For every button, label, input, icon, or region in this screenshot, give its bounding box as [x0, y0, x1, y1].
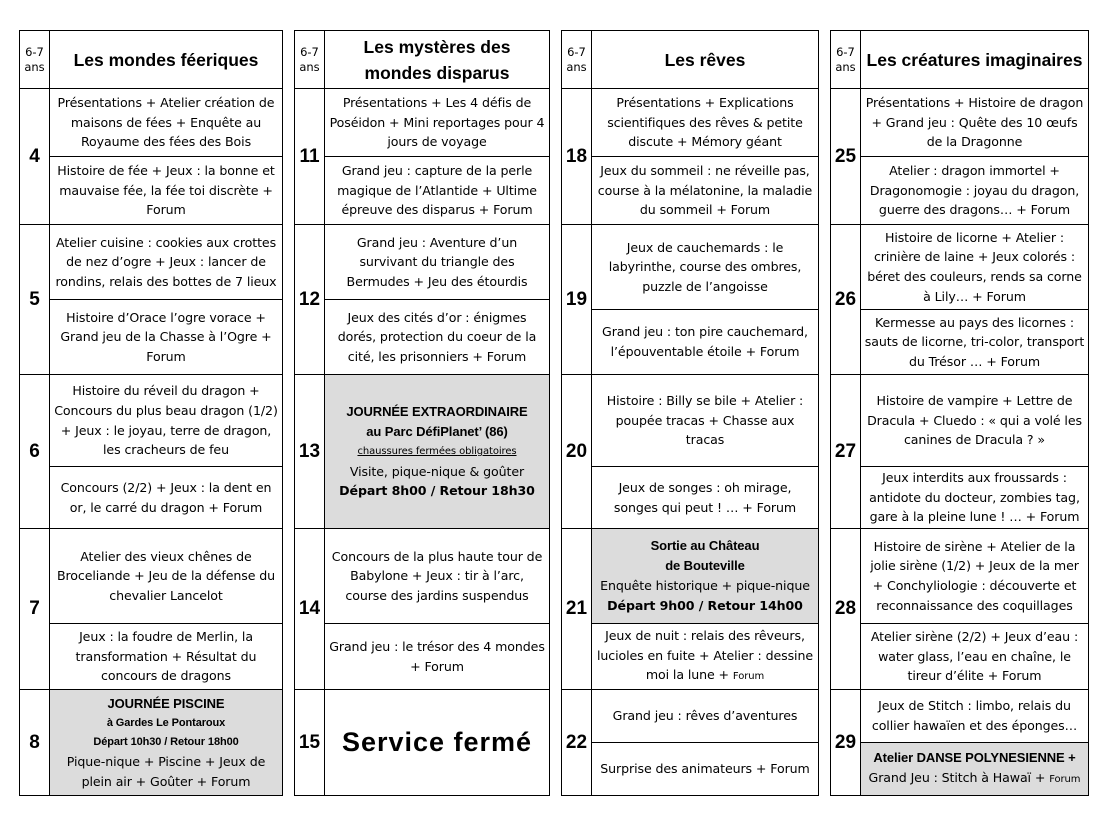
week-table-2 — [294, 30, 550, 796]
activity-cell: Surprise des animateurs + Forum — [592, 743, 819, 796]
day-number: 22 — [562, 690, 592, 796]
pool-day-times: Départ 10h30 / Retour 18h00 — [93, 735, 239, 748]
activity-cell: Histoire de fée + Jeux : la bonne et mauvaise fée, la fée toi discrète + Forum — [50, 157, 283, 225]
activity-cell: Atelier cuisine : cookies aux crottes de nez d’ogre + Jeux : lancer de rondins, relais des bottes de 7 lieux — [50, 225, 283, 300]
activity-cell: Jeux : la foudre de Merlin, la transformation + Résultat du concours de dragons — [50, 624, 283, 690]
activity-cell: Jeux des cités d’or : énigmes dorés, protection du coeur de la cité, les prisonniers + Forum — [325, 300, 550, 375]
forum-small: Forum — [1049, 774, 1081, 786]
dance-workshop-text: Grand Jeu : Stitch à Hawaï + — [868, 770, 1046, 786]
activity-cell: Histoire d’Orace l’ogre vorace + Grand jeu de la Chasse à l’Ogre + Forum — [50, 300, 283, 375]
activity-cell: Jeux de cauchemards : le labyrinthe, course des ombres, puzzle de l’angoisse — [592, 225, 819, 310]
special-day-title: JOURNÉE EXTRAORDINAIRE — [346, 404, 528, 420]
forum-small: Forum — [732, 671, 765, 683]
castle-outing-text: Enquête historique + pique-nique — [600, 578, 810, 594]
day-number: 4 — [20, 89, 50, 225]
week-table-4 — [830, 30, 1089, 796]
activity-cell: Présentations + Atelier création de maisons de fées + Enquête au Royaume des fées des Bois — [50, 89, 283, 157]
castle-outing-cell — [592, 529, 819, 624]
theme-title: Les rêves — [592, 31, 819, 89]
activity-cell: Jeux du sommeil : ne réveille pas, course à la mélatonine, la maladie du sommeil + Forum — [592, 157, 819, 225]
day-number: 11 — [295, 89, 325, 225]
activity-cell: Jeux interdits aux froussards : antidote du docteur, zombies tag, gare à la pleine lune ! … + Forum — [861, 467, 1089, 529]
dance-workshop-title: Atelier DANSE POLYNESIENNE + — [873, 750, 1076, 766]
castle-outing-times: Départ 9h00 / Retour 14h00 — [607, 598, 803, 613]
activity-cell: Présentations + Histoire de dragon + Grand jeu : Quête des 10 œufs de la Dragonne — [861, 89, 1089, 157]
activity-text: Jeux de nuit : relais des rêveurs, lucioles en fuite + Atelier : dessine moi la lune + — [597, 628, 813, 683]
activity-cell: Kermesse au pays des licornes : sauts de licorne, tri-color, transport du Trésor … + Forum — [861, 310, 1089, 375]
age-label: 6-7 ans — [831, 31, 861, 89]
activity-cell: Grand jeu : rêves d’aventures — [592, 690, 819, 743]
pool-day-text: Pique-nique + Piscine + Jeux de plein air + Goûter + Forum — [66, 753, 266, 789]
activity-cell: Histoire : Billy se bile + Atelier : poupée tracas + Chasse aux tracas — [592, 375, 819, 467]
castle-outing-title: Sortie au Château — [650, 538, 760, 554]
age-label: 6-7 ans — [562, 31, 592, 89]
shoes-note: chaussures fermées obligatoires — [357, 446, 517, 458]
day-number: 5 — [20, 225, 50, 375]
day-number: 7 — [20, 529, 50, 690]
week-table-1 — [19, 30, 283, 796]
activity-cell: Concours de la plus haute tour de Babylone + Jeux : tir à l’arc, course des jardins suspendus — [325, 529, 550, 624]
activity-cell: Atelier des vieux chênes de Broceliande + Jeu de la défense du chevalier Lancelot — [50, 529, 283, 624]
special-day-park: au Parc DéfiPlanet’ (86) — [366, 424, 508, 440]
activity-cell — [592, 624, 819, 690]
activity-cell: Atelier : dragon immortel + Dragonomogie : joyau du dragon, guerre des dragons… + Forum — [861, 157, 1089, 225]
activity-cell: Histoire de licorne + Atelier : crinière de laine + Jeux colorés : béret des couleurs, rends sa corne à Lily… + Forum — [861, 225, 1089, 310]
activity-cell: Jeux de songes : oh mirage, songes qui peut ! … + Forum — [592, 467, 819, 529]
activity-cell: Grand jeu : Aventure d’un survivant du triangle des Bermudes + Jeu des étourdis — [325, 225, 550, 300]
theme-title: Les créatures imaginaires — [861, 31, 1089, 89]
day-number: 25 — [831, 89, 861, 225]
day-number: 6 — [20, 375, 50, 529]
pool-day-place: à Gardes Le Pontaroux — [106, 716, 226, 729]
day-number: 14 — [295, 529, 325, 690]
special-day-cell — [325, 375, 550, 529]
week-table-3 — [561, 30, 819, 796]
day-number: 8 — [20, 690, 50, 796]
day-number: 27 — [831, 375, 861, 529]
special-day-times: Départ 8h00 / Retour 18h30 — [339, 483, 535, 499]
day-number: 18 — [562, 89, 592, 225]
service-closed: Service fermé — [325, 690, 550, 796]
day-number: 21 — [562, 529, 592, 690]
theme-title: Les mondes féeriques — [50, 31, 283, 89]
dance-workshop-cell — [861, 743, 1089, 796]
theme-title: Les mystères des mondes disparus — [325, 31, 550, 89]
day-number: 12 — [295, 225, 325, 375]
pool-day-cell — [50, 690, 283, 796]
day-number: 13 — [295, 375, 325, 529]
age-label: 6-7 ans — [20, 31, 50, 89]
age-label: 6-7 ans — [295, 31, 325, 89]
activity-cell: Histoire du réveil du dragon + Concours du plus beau dragon (1/2) + Jeux : le joyau, terre de dragon, les cracheurs de feu — [50, 375, 283, 467]
activity-cell: Grand jeu : capture de la perle magique de l’Atlantide + Ultime épreuve des disparus + Forum — [325, 157, 550, 225]
day-number: 26 — [831, 225, 861, 375]
activity-cell: Présentations + Explications scientifiques des rêves & petite discute + Mémory géant — [592, 89, 819, 157]
activity-cell: Grand jeu : le trésor des 4 mondes + Forum — [325, 624, 550, 690]
activity-cell: Histoire de vampire + Lettre de Dracula + Cluedo : « qui a volé les canines de Dracula ? » — [861, 375, 1089, 467]
activity-cell: Présentations + Les 4 défis de Poséidon + Mini reportages pour 4 jours de voyage — [325, 89, 550, 157]
day-number: 15 — [295, 690, 325, 796]
day-number: 28 — [831, 529, 861, 690]
pool-day-title: JOURNÉE PISCINE — [107, 695, 225, 711]
day-number: 19 — [562, 225, 592, 375]
castle-outing-title-2: de Bouteville — [665, 558, 745, 574]
activity-cell: Histoire de sirène + Atelier de la jolie sirène (1/2) + Jeux de la mer + Conchyliologie : découverte et reconnaissance des coquillages — [861, 529, 1089, 624]
activity-cell: Grand jeu : ton pire cauchemard, l’épouventable étoile + Forum — [592, 310, 819, 375]
activity-cell: Atelier sirène (2/2) + Jeux d’eau : water glass, l’eau en chaîne, le tireur d’élite + Forum — [861, 624, 1089, 690]
day-number: 29 — [831, 690, 861, 796]
special-day-text: Visite, pique-nique & goûter — [349, 463, 525, 479]
day-number: 20 — [562, 375, 592, 529]
activity-cell: Jeux de Stitch : limbo, relais du collier hawaïen et des éponges… — [861, 690, 1089, 743]
activity-cell: Concours (2/2) + Jeux : la dent en or, le carré du dragon + Forum — [50, 467, 283, 529]
